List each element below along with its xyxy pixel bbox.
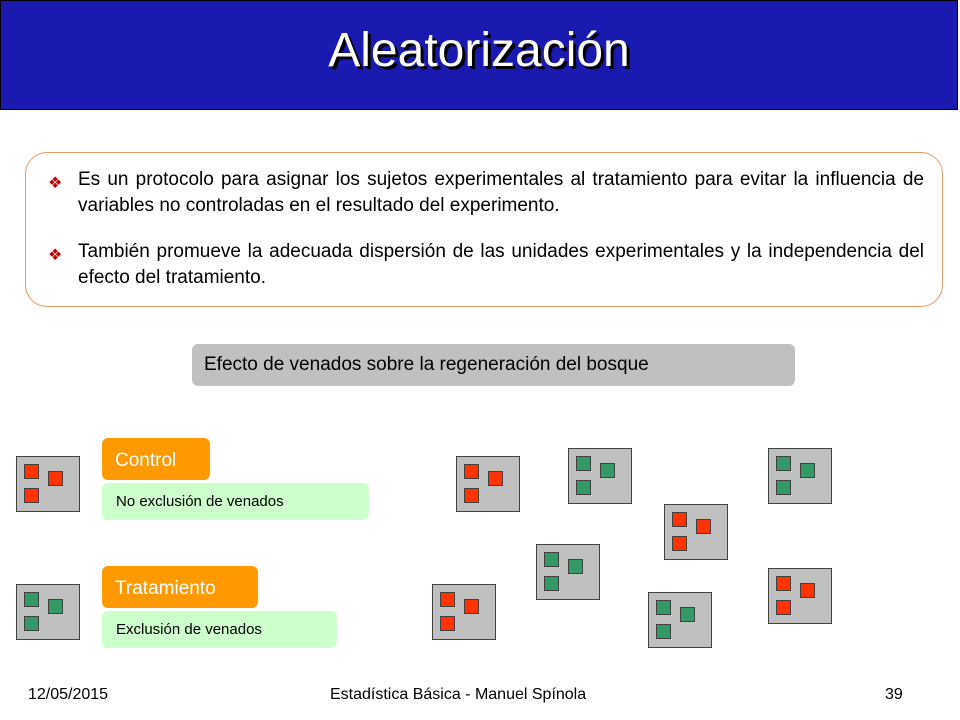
- green-square-icon: [776, 456, 791, 471]
- green-square-icon: [800, 463, 815, 478]
- red-square-icon: [24, 488, 39, 503]
- diamond-bullet-icon: ❖: [48, 175, 63, 192]
- green-square-icon: [544, 576, 559, 591]
- red-square-icon: [776, 576, 791, 591]
- red-square-icon: [488, 471, 503, 486]
- control-plot-icon: [456, 456, 520, 512]
- treatment-plot-icon: [16, 584, 80, 640]
- bullet-box: [25, 152, 943, 307]
- green-square-icon: [656, 624, 671, 639]
- bullet-text: Es un protocolo para asignar los sujetos experimentales al tratamiento para evitar la influencia de variables no controladas en el resultado del experimento.: [78, 169, 924, 216]
- red-square-icon: [48, 471, 63, 486]
- control-tag: [102, 438, 210, 480]
- footer-author: Estadística Básica - Manuel Spínola: [330, 686, 587, 703]
- treatment-plot-icon: [568, 448, 632, 504]
- control-description-tag: [102, 483, 369, 520]
- green-square-icon: [48, 599, 63, 614]
- green-square-icon: [600, 463, 615, 478]
- diamond-bullet-icon: ❖: [48, 247, 63, 264]
- green-square-icon: [24, 592, 39, 607]
- caption-box: [192, 344, 795, 386]
- treatment-plot-icon: [536, 544, 600, 600]
- green-square-icon: [680, 607, 695, 622]
- page-number: 39: [885, 686, 903, 703]
- treatment-description-tag: [102, 611, 337, 648]
- footer-date: 12/05/2015: [28, 686, 109, 703]
- red-square-icon: [776, 600, 791, 615]
- treatment-tag: [102, 566, 258, 608]
- green-square-icon: [24, 616, 39, 631]
- control-plot-icon: [16, 456, 80, 512]
- control-plot-icon: [664, 504, 728, 560]
- treatment-label: Tratamiento: [115, 578, 216, 599]
- control-plot-icon: [768, 568, 832, 624]
- slide-title: Aleatorización: [328, 24, 630, 77]
- control-label: Control: [115, 450, 177, 471]
- title-bar: [0, 0, 958, 110]
- green-square-icon: [568, 559, 583, 574]
- green-square-icon: [576, 480, 591, 495]
- red-square-icon: [672, 536, 687, 551]
- bullet-item: [48, 239, 924, 291]
- green-square-icon: [544, 552, 559, 567]
- red-square-icon: [464, 488, 479, 503]
- red-square-icon: [800, 583, 815, 598]
- green-square-icon: [576, 456, 591, 471]
- red-square-icon: [440, 592, 455, 607]
- control-description: No exclusión de venados: [116, 493, 284, 510]
- red-square-icon: [696, 519, 711, 534]
- treatment-plot-icon: [648, 592, 712, 648]
- control-plot-icon: [432, 584, 496, 640]
- treatment-plot-icon: [768, 448, 832, 504]
- bullet-text: También promueve la adecuada dispersión de las unidades experimentales y la independencia del efecto del tratamiento.: [78, 241, 924, 288]
- red-square-icon: [24, 464, 39, 479]
- red-square-icon: [440, 616, 455, 631]
- red-square-icon: [672, 512, 687, 527]
- bullet-item: [48, 167, 924, 219]
- green-square-icon: [776, 480, 791, 495]
- red-square-icon: [464, 464, 479, 479]
- treatment-description: Exclusión de venados: [116, 621, 262, 638]
- green-square-icon: [656, 600, 671, 615]
- red-square-icon: [464, 599, 479, 614]
- caption-text: Efecto de venados sobre la regeneración del bosque: [204, 354, 649, 375]
